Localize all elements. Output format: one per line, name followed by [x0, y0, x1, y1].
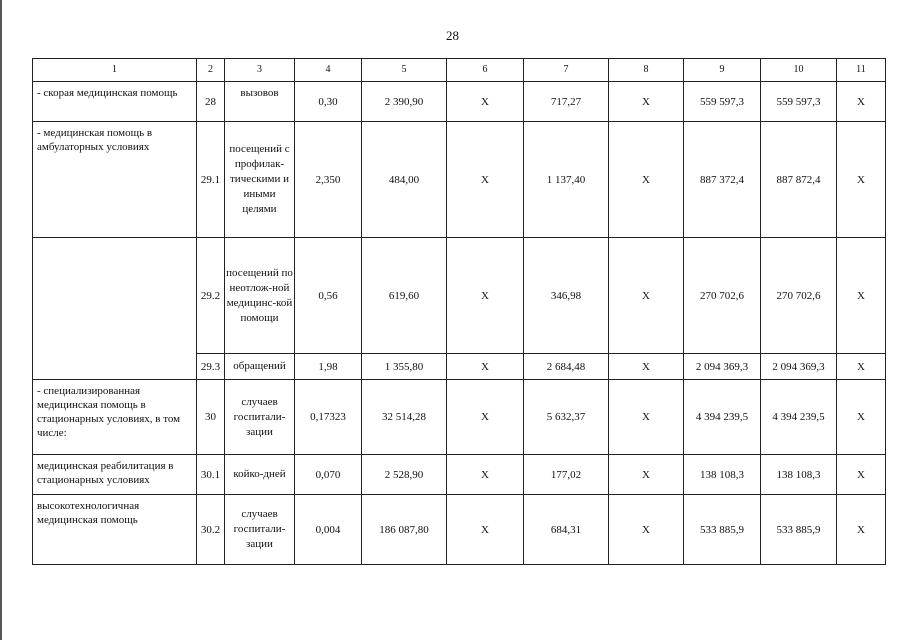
row-value: 186 087,80: [362, 495, 447, 565]
row-value: Х: [447, 122, 524, 238]
row-value: 619,60: [362, 238, 447, 354]
page-number: 28: [446, 28, 459, 43]
header-cell: 7: [524, 59, 609, 82]
row-value: Х: [837, 380, 886, 455]
header-cell: 1: [33, 59, 197, 82]
row-value: 533 885,9: [684, 495, 761, 565]
row-value: 2 684,48: [524, 354, 609, 380]
row-value: Х: [447, 238, 524, 354]
row-value: Х: [447, 354, 524, 380]
row-unit: посещений с профилак-тическими и иными целями: [225, 122, 295, 238]
header-cell: 4: [295, 59, 362, 82]
header-cell: 10: [761, 59, 837, 82]
row-value: Х: [447, 82, 524, 122]
row-value: Х: [837, 82, 886, 122]
row-value: 0,30: [295, 82, 362, 122]
row-name: - специализированная медицинская помощь в стационарных условиях, в том числе:: [33, 380, 197, 455]
row-code: 29.1: [197, 122, 225, 238]
row-value: 533 885,9: [761, 495, 837, 565]
row-value: 2 094 369,3: [761, 354, 837, 380]
row-value: 0,070: [295, 455, 362, 495]
row-value: 559 597,3: [761, 82, 837, 122]
row-value: Х: [447, 455, 524, 495]
header-cell: 2: [197, 59, 225, 82]
row-value: 4 394 239,5: [684, 380, 761, 455]
row-value: 346,98: [524, 238, 609, 354]
row-unit: обращений: [225, 354, 295, 380]
header-cell: 9: [684, 59, 761, 82]
header-cell: 11: [837, 59, 886, 82]
row-value: Х: [837, 354, 886, 380]
header-row: [33, 59, 886, 82]
row-code: 30: [197, 380, 225, 455]
row-code: 28: [197, 82, 225, 122]
row-unit: случаев госпитали-зации: [225, 495, 295, 565]
row-value: Х: [609, 380, 684, 455]
row-value: Х: [447, 495, 524, 565]
row-value: 138 108,3: [761, 455, 837, 495]
table-row: [33, 82, 886, 122]
row-value: 559 597,3: [684, 82, 761, 122]
row-code: 30.2: [197, 495, 225, 565]
data-table: [32, 58, 886, 565]
row-value: 887 872,4: [761, 122, 837, 238]
row-value: 270 702,6: [684, 238, 761, 354]
row-value: Х: [837, 238, 886, 354]
row-code: 30.1: [197, 455, 225, 495]
row-value: Х: [447, 380, 524, 455]
row-value: Х: [837, 455, 886, 495]
header-cell: 8: [609, 59, 684, 82]
row-value: Х: [609, 495, 684, 565]
row-unit: посещений по неотлож-ной медицинс-кой помощи: [225, 238, 295, 354]
row-value: 1 355,80: [362, 354, 447, 380]
row-value: 717,27: [524, 82, 609, 122]
row-value: 4 394 239,5: [761, 380, 837, 455]
table-row: [33, 495, 886, 565]
row-value: Х: [609, 238, 684, 354]
row-value: Х: [837, 495, 886, 565]
row-value: 0,56: [295, 238, 362, 354]
row-code: 29.2: [197, 238, 225, 354]
header-cell: 5: [362, 59, 447, 82]
row-unit: койко-дней: [225, 455, 295, 495]
row-name: высокотехнологичная медицинская помощь: [33, 495, 197, 565]
row-name: - медицинская помощь в амбулаторных условиях: [33, 122, 197, 238]
row-unit: случаев госпитали-зации: [225, 380, 295, 455]
header-cell: 3: [225, 59, 295, 82]
row-value: 2 528,90: [362, 455, 447, 495]
page-left-edge: [0, 0, 2, 640]
row-name: [33, 238, 197, 380]
row-value: Х: [609, 455, 684, 495]
row-value: 1 137,40: [524, 122, 609, 238]
row-value: 177,02: [524, 455, 609, 495]
row-value: 2 094 369,3: [684, 354, 761, 380]
row-value: 32 514,28: [362, 380, 447, 455]
row-value: Х: [609, 122, 684, 238]
row-value: 0,17323: [295, 380, 362, 455]
row-value: 138 108,3: [684, 455, 761, 495]
table-row: [33, 380, 886, 455]
row-value: 887 372,4: [684, 122, 761, 238]
row-value: 484,00: [362, 122, 447, 238]
table-row: [33, 238, 886, 354]
row-value: 270 702,6: [761, 238, 837, 354]
row-value: 2,350: [295, 122, 362, 238]
table-row: [33, 122, 886, 238]
row-value: Х: [609, 354, 684, 380]
header-cell: 6: [447, 59, 524, 82]
row-value: 2 390,90: [362, 82, 447, 122]
row-name: медицинская реабилитация в стационарных условиях: [33, 455, 197, 495]
row-value: Х: [837, 122, 886, 238]
row-name: - скорая медицинская помощь: [33, 82, 197, 122]
row-value: 684,31: [524, 495, 609, 565]
row-code: 29.3: [197, 354, 225, 380]
row-value: 1,98: [295, 354, 362, 380]
row-value: 5 632,37: [524, 380, 609, 455]
table-row: [33, 455, 886, 495]
row-value: 0,004: [295, 495, 362, 565]
row-unit: вызовов: [225, 82, 295, 122]
row-value: Х: [609, 82, 684, 122]
